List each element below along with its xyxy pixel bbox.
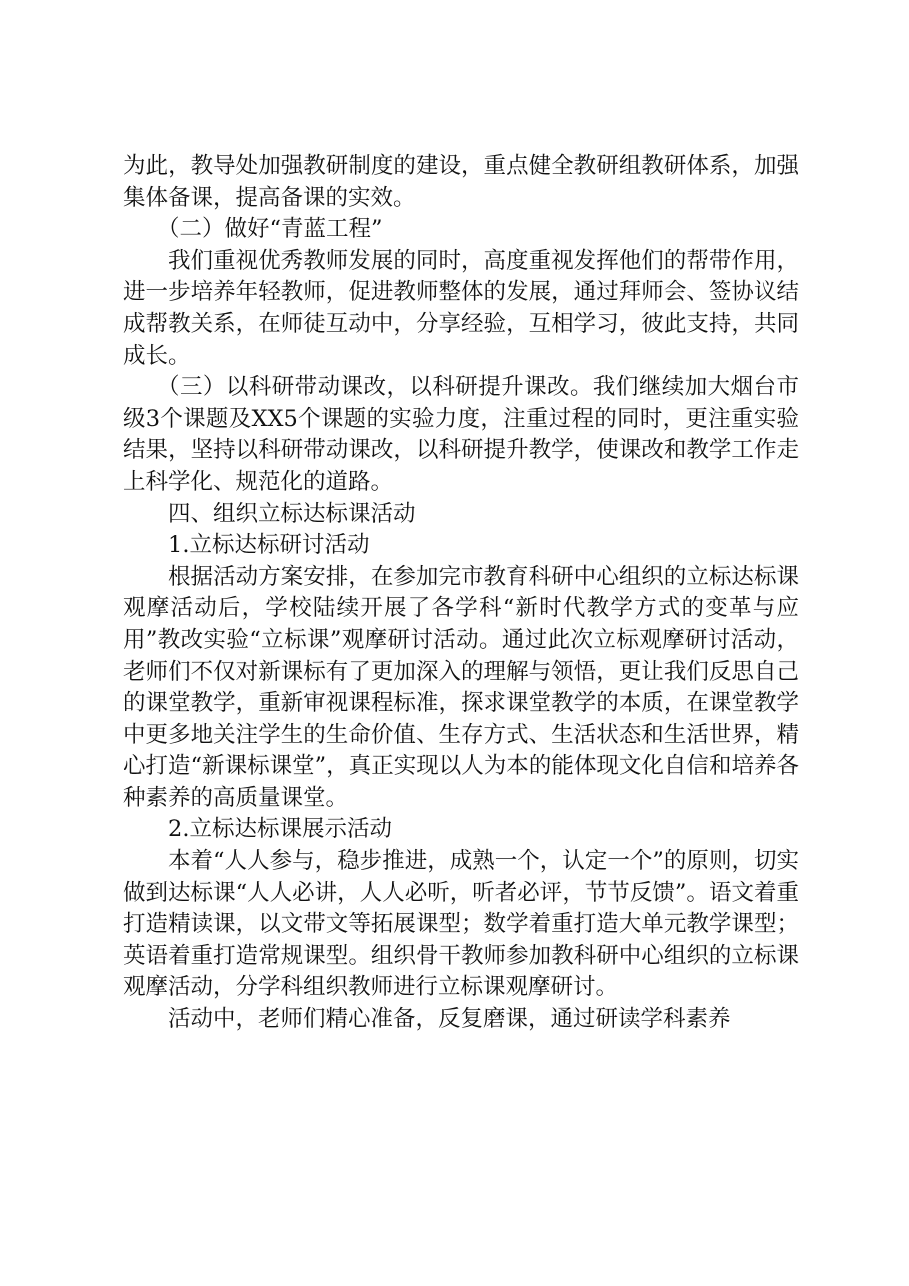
subsection-heading-1: 1.立标达标研讨活动: [168, 532, 370, 559]
paragraph-1: 为此，教导处加强教研制度的建设，重点健全教研组教研体系，加强集体备课，提高备课的实效。: [123, 153, 799, 211]
paragraph-9: 本着“人人参与，稳步推进，成熟一个，认定一个”的原则，切实做到达标课“人人必讲，人人必听，听者必评，节节反馈”。语文着重打造精读课，以文带文等拓展课型；数学着重打造大单元教学课型；英语着重打造常规课型。组织骨干教师参加教科研中心组织的立标课观摩活动，分学科组织教师进行立标课观摩研讨。: [123, 848, 799, 1001]
subsection-heading-2: 2.立标达标课展示活动: [168, 816, 392, 843]
paragraph-10: 活动中，老师们精心准备，反复磨课，通过研读学科素养: [168, 1006, 731, 1033]
section-heading-2: （二）做好“青蓝工程”: [157, 216, 383, 243]
paragraph-7: 根据活动方案安排，在参加完市教育科研中心组织的立标达标课观摩活动后，学校陆续开展了各学科“新时代教学方式的变革与应用”教改实验“立标课”观摩研讨活动。通过此次立标观摩研讨活动，老师们不仅对新课标有了更加深入的理解与领悟，更让我们反思自己的课堂教学，重新审视课程标准，探求课堂教学的本质，在课堂教学中更多地关注学生的生命价值、生存方式、生活状态和生活世界，精心打造“新课标课堂”，真正实现以人为本的能体现文化自信和培养各种素养的高质量课堂。: [123, 563, 799, 811]
document-page: [123, 151, 799, 1036]
section-heading-3: （三）以科研带动课改，以科研提升课改。我们继续加大烟台市级3个课题及XX5个课题的实验力度，注重过程的同时，更注重实验结果，坚持以科研带动课改，以科研提升教学，使课改和教学工作走上科学化、规范化的道路。: [123, 374, 799, 495]
section-heading-4: 四、组织立标达标课活动: [168, 500, 416, 527]
paragraph-3: 我们重视优秀教师发展的同时，高度重视发挥他们的帮带作用，进一步培养年轻教师，促进教师整体的发展，通过拜师会、签协议结成帮教关系，在师徒互动中，分享经验，互相学习，彼此支持，共同成长。: [123, 247, 799, 369]
